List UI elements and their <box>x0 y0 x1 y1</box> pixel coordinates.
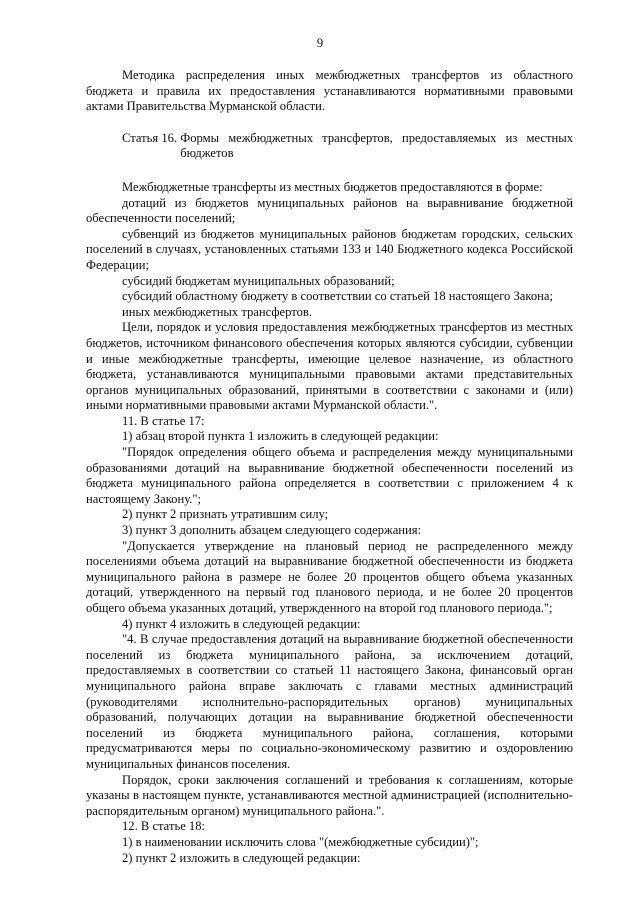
paragraph: субсидий областному бюджету в соответствии со статьей 18 настоящего Закона; <box>122 289 553 304</box>
paragraph: 2) пункт 2 признать утратившим силу; <box>122 507 329 522</box>
paragraph: иных межбюджетных трансфертов. <box>122 304 312 319</box>
page-number: 9 <box>316 36 324 50</box>
paragraph: "Порядок определения общего объема и распределения между муниципальными образованиями дотаций на выравнивание бюджетной обеспеченности поселений из бюджета муниципального района определяется в соответствии с приложением 4 к настоящему Закону."; <box>86 445 573 506</box>
article-title: Формы межбюджетных трансфертов, предоставляемых из местных бюджетов <box>180 130 573 161</box>
paragraph: субсидий бюджетам муниципальных образований; <box>122 273 395 288</box>
document-body <box>86 68 573 866</box>
paragraph: "4. В случае предоставления дотаций на выравнивание бюджетной обеспеченности поселений из бюджета муниципального района, за исключением дотаций, предоставляемых в соответствии со статьей 11 настоящего Закона, финансовый орган муниципального района вправе заключать с главами местных администраций (руководителями исполнительно-распорядительных органов) муниципальных образований, получающих дотации на выравнивание бюджетной обеспеченности поселений из бюджета муниципального района, соглашения, которыми предусматриваются меры по социально-экономическому развитию и оздоровлению муниципальных финансов поселения. <box>86 632 573 771</box>
paragraph: 12. В статье 18: <box>122 819 206 834</box>
paragraph: дотаций из бюджетов муниципальных районов на выравнивание бюджетной обеспеченности поселений; <box>86 195 573 226</box>
paragraph: 11. В статье 17: <box>122 413 205 428</box>
paragraph: 3) пункт 3 дополнить абзацем следующего содержания: <box>122 523 422 538</box>
paragraph: Порядок, сроки заключения соглашений и требования к соглашениям, которые указаны в настоящем пункте, устанавливаются местной администрацией (исполнительно-распорядительным органом) муниципального района.". <box>86 772 573 818</box>
paragraph: "Допускается утверждение на плановый период не распределенного между поселениями объема дотаций на выравнивание бюджетной обеспеченности из бюджета муниципального района в размере не более 20 процентов общего объема указанных дотаций, утвержденного на первый год планового периода, и не более 20 процентов общего объема указанных дотаций, утвержденного на второй год планового периода."; <box>86 538 573 615</box>
paragraph: 1) в наименовании исключить слова "(межбюджетные субсидии)"; <box>122 834 479 849</box>
intro-paragraph: Методика распределения иных межбюджетных трансфертов из областного бюджета и правила их предоставления устанавливаются нормативными правовыми актами Правительства Мурманской области. <box>86 68 573 114</box>
paragraph: Цели, порядок и условия предоставления межбюджетных трансфертов из местных бюджетов, источником финансового обеспечения которых являются субсидии, субвенции и иные межбюджетные трансферты, имеющие целевое назначение, из областного бюджета, устанавливаются муниципальными правовыми актами представительных органов муниципальных образований, принятыми в соответствии с законами и (или) иными нормативными правовыми актами Мурманской области.". <box>86 320 573 413</box>
paragraph: Межбюджетные трансферты из местных бюджетов предоставляются в форме: <box>122 179 543 194</box>
paragraph: субвенций из бюджетов муниципальных районов бюджетам городских, сельских поселений в случаях, установленных статьями 133 и 140 Бюджетного кодекса Российской Федерации; <box>86 226 573 272</box>
paragraph: 2) пункт 2 изложить в следующей редакции: <box>122 850 361 865</box>
paragraph: 4) пункт 4 изложить в следующей редакции: <box>122 616 361 631</box>
article-heading <box>86 131 573 162</box>
paragraph: 1) абзац второй пункта 1 изложить в следующей редакции: <box>122 429 439 444</box>
article-label: Статья 16. <box>122 130 178 145</box>
